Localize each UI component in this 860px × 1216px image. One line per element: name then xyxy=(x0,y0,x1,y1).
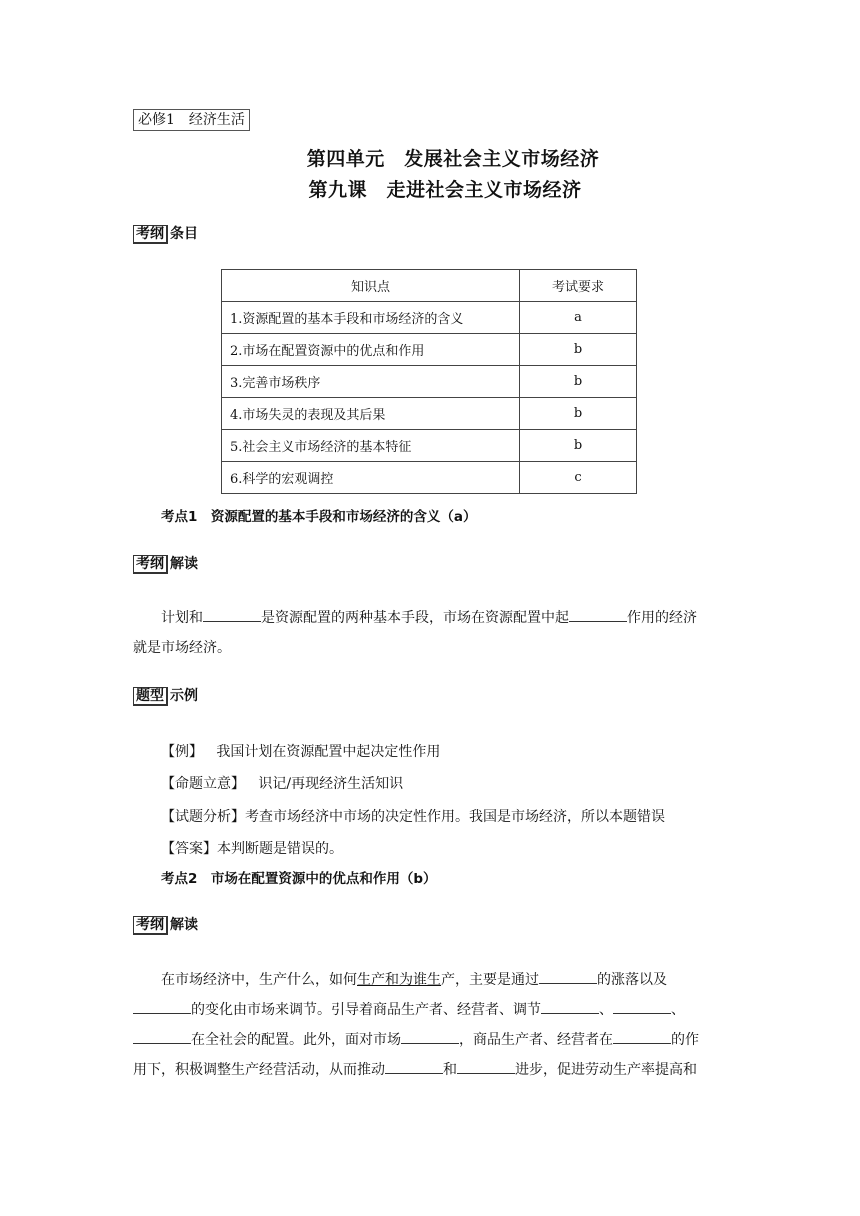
section-box-label: 题型 xyxy=(133,687,168,706)
table-header-knowledge: 知识点 xyxy=(222,270,520,302)
example-label: 【例】 xyxy=(161,744,203,760)
section-box-label: 考纲 xyxy=(133,555,168,574)
section-tail-label: 解读 xyxy=(170,917,198,933)
table-cell-req: b xyxy=(520,334,637,366)
section-outline-items xyxy=(133,223,198,244)
example-text: 我国计划在资源配置中起决定性作用 xyxy=(216,744,441,760)
requirements-table xyxy=(221,269,637,494)
table-row xyxy=(222,334,637,366)
exam-point-2: 考点2 市场在配置资源中的优点和作用（b） xyxy=(161,871,437,887)
table-cell-point: 6.科学的宏观调控 xyxy=(222,462,520,494)
table-cell-req: b xyxy=(520,398,637,430)
table-cell-point: 4.市场失灵的表现及其后果 xyxy=(222,398,520,430)
table-cell-point: 2.市场在配置资源中的优点和作用 xyxy=(222,334,520,366)
example-analysis xyxy=(161,806,665,826)
example-intent xyxy=(161,773,403,793)
answer-text: 本判断题是错误的。 xyxy=(217,841,343,857)
section-tail-label: 条目 xyxy=(170,226,198,242)
paragraph-1 xyxy=(133,603,733,663)
fill-blank[interactable] xyxy=(203,607,261,622)
example-question xyxy=(161,741,440,761)
text: 作用的经济 xyxy=(627,610,697,626)
text: 在市场经济中，生产什么，如何 xyxy=(161,972,357,988)
text: 的作 xyxy=(671,1032,699,1048)
table-row xyxy=(222,430,637,462)
answer-label: 【答案】 xyxy=(161,841,217,857)
section-tail-label: 示例 xyxy=(170,688,198,704)
table-cell-req: b xyxy=(520,366,637,398)
underlined-text: 生产和为谁生 xyxy=(357,972,441,988)
table-row xyxy=(222,398,637,430)
section-box-label: 考纲 xyxy=(133,225,168,244)
section-question-examples xyxy=(133,685,198,706)
section-outline-read-1 xyxy=(133,553,198,574)
text: 的涨落以及 xyxy=(597,972,667,988)
example-answer xyxy=(161,838,343,858)
text: 计划和 xyxy=(161,610,203,626)
text: 、 xyxy=(671,1002,685,1018)
text: 、 xyxy=(599,1002,613,1018)
table-row xyxy=(222,366,637,398)
text: 产，主要是通过 xyxy=(441,972,539,988)
fill-blank[interactable] xyxy=(613,1029,671,1044)
table-header-row xyxy=(222,270,637,302)
fill-blank[interactable] xyxy=(133,1029,191,1044)
table-cell-point: 5.社会主义市场经济的基本特征 xyxy=(222,430,520,462)
lesson-title: 第九课 走进社会主义市场经济 xyxy=(308,179,582,201)
course-tag: 必修1 经济生活 xyxy=(133,109,250,131)
fill-blank[interactable] xyxy=(541,999,599,1014)
exam-point-1: 考点1 资源配置的基本手段和市场经济的含义（a） xyxy=(161,509,477,525)
text: ，商品生产者、经营者在 xyxy=(459,1032,613,1048)
intent-label: 【命题立意】 xyxy=(161,776,245,792)
text: 在全社会的配置。此外，面对市场 xyxy=(191,1032,401,1048)
analysis-label: 【试题分析】 xyxy=(161,809,245,825)
fill-blank[interactable] xyxy=(569,607,627,622)
paragraph-2 xyxy=(133,965,733,1085)
fill-blank[interactable] xyxy=(401,1029,459,1044)
text: 进步，促进劳动生产率提高和 xyxy=(515,1062,697,1078)
text: 就是市场经济。 xyxy=(133,640,231,656)
fill-blank[interactable] xyxy=(539,969,597,984)
fill-blank[interactable] xyxy=(133,999,191,1014)
section-box-label: 考纲 xyxy=(133,916,168,935)
table-row xyxy=(222,462,637,494)
text: 和 xyxy=(443,1062,457,1078)
table-cell-point: 1.资源配置的基本手段和市场经济的含义 xyxy=(222,302,520,334)
fill-blank[interactable] xyxy=(385,1059,443,1074)
section-tail-label: 解读 xyxy=(170,556,198,572)
unit-title: 第四单元 发展社会主义市场经济 xyxy=(306,148,600,170)
intent-text: 识记/再现经济生活知识 xyxy=(258,776,404,792)
text: 的变化由市场来调节。引导着商品生产者、经营者、调节 xyxy=(191,1002,541,1018)
table-header-requirement: 考试要求 xyxy=(520,270,637,302)
fill-blank[interactable] xyxy=(457,1059,515,1074)
fill-blank[interactable] xyxy=(613,999,671,1014)
analysis-text: 考查市场经济中市场的决定性作用。我国是市场经济，所以本题错误 xyxy=(245,809,665,825)
text: 是资源配置的两种基本手段，市场在资源配置中起 xyxy=(261,610,569,626)
table-cell-req: b xyxy=(520,430,637,462)
text: 用下，积极调整生产经营活动，从而推动 xyxy=(133,1062,385,1078)
table-cell-req: a xyxy=(520,302,637,334)
table-cell-point: 3.完善市场秩序 xyxy=(222,366,520,398)
table-row xyxy=(222,302,637,334)
section-outline-read-2 xyxy=(133,914,198,935)
table-cell-req: c xyxy=(520,462,637,494)
